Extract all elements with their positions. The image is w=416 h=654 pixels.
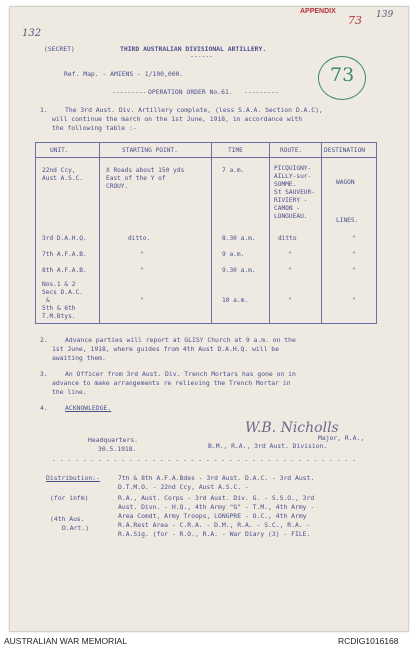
row1-start: East of the Y of [106, 175, 166, 182]
row1-route: AILLY-sur- [274, 173, 312, 180]
distribution-line: R.A.Rest Area - C.R.A. - D.M., R.A. - S.C., R.A. - [118, 521, 311, 529]
row1-start: CROUY. [106, 183, 129, 190]
row1-route: PICQUIGNY- [274, 165, 312, 172]
row2-dest: " [352, 235, 356, 242]
para3-line: advance to make arrangements re relieving the Trench Mortar in [52, 379, 291, 387]
row5-dest: " [352, 297, 356, 304]
header-unit: UNIT. [50, 147, 69, 154]
row5-time: 10 a.m. [222, 297, 249, 304]
map-reference: Ref. Map. - AMIENS - 1/100,000. [64, 70, 184, 78]
d-art: D.Art.) [62, 524, 89, 532]
distribution-line: R.A.Sig. (for - R.O., R.A. - War Diary (3) - FILE. [118, 530, 311, 538]
row3-dest: " [352, 251, 356, 258]
row4-unit: 8th A.F.A.B. [42, 267, 87, 274]
row3-route: " [288, 251, 292, 258]
distribution-label: Distribution:- [46, 474, 100, 482]
footer-reference: RCDIG1016168 [338, 636, 399, 646]
row2-time: 8.30 a.m. [222, 235, 256, 242]
row2-route: ditto [278, 235, 297, 242]
row5-route: " [288, 297, 292, 304]
row1-start: X Roads about 150 yds [106, 167, 185, 174]
row2-unit: 3rd D.A.H.Q. [42, 235, 87, 242]
row5-unit: Nos.1 & 2 [42, 281, 76, 288]
row1-route: RIVIERY - [274, 197, 308, 204]
row2-start: ditto. [128, 235, 151, 242]
distribution-line: 7th & 8th A.F.A.Bdes - 3rd Aust. D.A.C. - 3rd Aust. [118, 474, 315, 482]
distribution-line: R.A., Aust. Corps - 3rd Aust. Div. G. - S.S.O., 3rd [118, 494, 315, 502]
para2-line: awaiting them. [52, 354, 106, 362]
row3-time: 9 a.m. [222, 251, 245, 258]
row5-unit: 5th & 6th [42, 305, 76, 312]
row1-unit: Aust A.S.C. [42, 175, 83, 182]
secret-label: (SECRET) [44, 45, 75, 53]
movement-table [35, 142, 377, 324]
row5-start: " [140, 297, 144, 304]
circled-number: 73 [330, 64, 355, 86]
distribution-line: Aust. Divn. - H.Q., 4th Army "G" - T.M., 4th Army - [118, 503, 315, 511]
hq-date: 30.5.1918. [98, 445, 137, 453]
title-rule-right: --------- [244, 88, 279, 96]
signer-rank: Major, R.A., [318, 434, 365, 442]
row1-route: St SAUVEUR- [274, 189, 315, 196]
para3-number: 3. [40, 370, 48, 378]
row1-route: CAMON - [274, 205, 301, 212]
para4-number: 4. [40, 404, 48, 412]
row1-dest: LINES. [336, 217, 359, 224]
row1-time: 7 a.m. [222, 167, 245, 174]
row4-start: " [140, 267, 144, 274]
appendix-number: 73 [348, 14, 362, 27]
signer-title: B.M., R.A., 3rd Aust. Division. [208, 442, 328, 450]
para3-line: the line. [52, 388, 87, 396]
document-heading: THIRD AUSTRALIAN DIVISIONAL ARTILLERY. [120, 45, 267, 53]
row5-unit: & [46, 297, 50, 304]
heading-rule: ------ [190, 52, 214, 60]
row3-unit: 7th A.F.A.B. [42, 251, 87, 258]
row1-route: SOMME. [274, 181, 297, 188]
appendix-label: APPENDIX [300, 8, 336, 15]
distribution-line: D.T.M.O. - 22nd Ccy, Aust A.S.C. - [118, 483, 249, 491]
row1-route: LONGUEAU. [274, 213, 308, 220]
title-rule-left: --------- [112, 88, 147, 96]
page-number: 139 [376, 10, 394, 20]
para2-line: 1st June, 1918, where guides from 4th Aust D.A.H.Q. will be [52, 345, 280, 353]
para1-number: 1. [40, 106, 48, 114]
para2-number: 2. [40, 336, 48, 344]
fourth-aus: (4th Aus. [50, 515, 85, 523]
header-time: TIME [228, 147, 243, 154]
divider: - - - - - - - - - - - - - - - - - - - - - - - - - - - - - - - - - - - - - - - - [52, 456, 356, 464]
row3-start: " [140, 251, 144, 258]
row5-unit: T.M.Btys. [42, 313, 76, 320]
para2-line: Advance parties will report at GLISY Church at 9 a.m. on the [65, 336, 296, 344]
acknowledge: ACKNOWLEDGE. [65, 404, 112, 412]
para3-line: An Officer from 3rd Aust. Div. Trench Mortars has gone on in [65, 370, 296, 378]
para1-line: will continue the march on the 1st June, 1918, in accordance with [52, 115, 303, 123]
row1-dest: WAGON [336, 179, 355, 186]
header-destination: DESTINATION [324, 147, 365, 154]
row4-dest: " [352, 267, 356, 274]
row1-unit: 22nd Ccy, [42, 167, 76, 174]
para1-line: The 3rd Aust. Div. Artillery complete, (less S.A.A. Section D.A.C), [65, 106, 323, 114]
row4-route: " [288, 267, 292, 274]
footer-source: AUSTRALIAN WAR MEMORIAL [4, 636, 127, 646]
row5-unit: Secs D.A.C. [42, 289, 83, 296]
hq-label: Headquarters. [88, 436, 139, 444]
header-route: ROUTE. [280, 147, 303, 154]
order-title: OPERATION ORDER No.61. [148, 88, 233, 96]
para1-line: the following table :- [52, 124, 137, 132]
signature: W.B. Nicholls [245, 420, 339, 436]
header-starting-point: STARTING POINT. [122, 147, 178, 154]
for-infm: (for infm) [50, 494, 89, 502]
row4-time: 9.30 a.m. [222, 267, 256, 274]
corner-number: 132 [22, 28, 42, 39]
distribution-line: Area Comdt, Army Troops, LONGPRE - O.C., 4th Army [118, 512, 307, 520]
